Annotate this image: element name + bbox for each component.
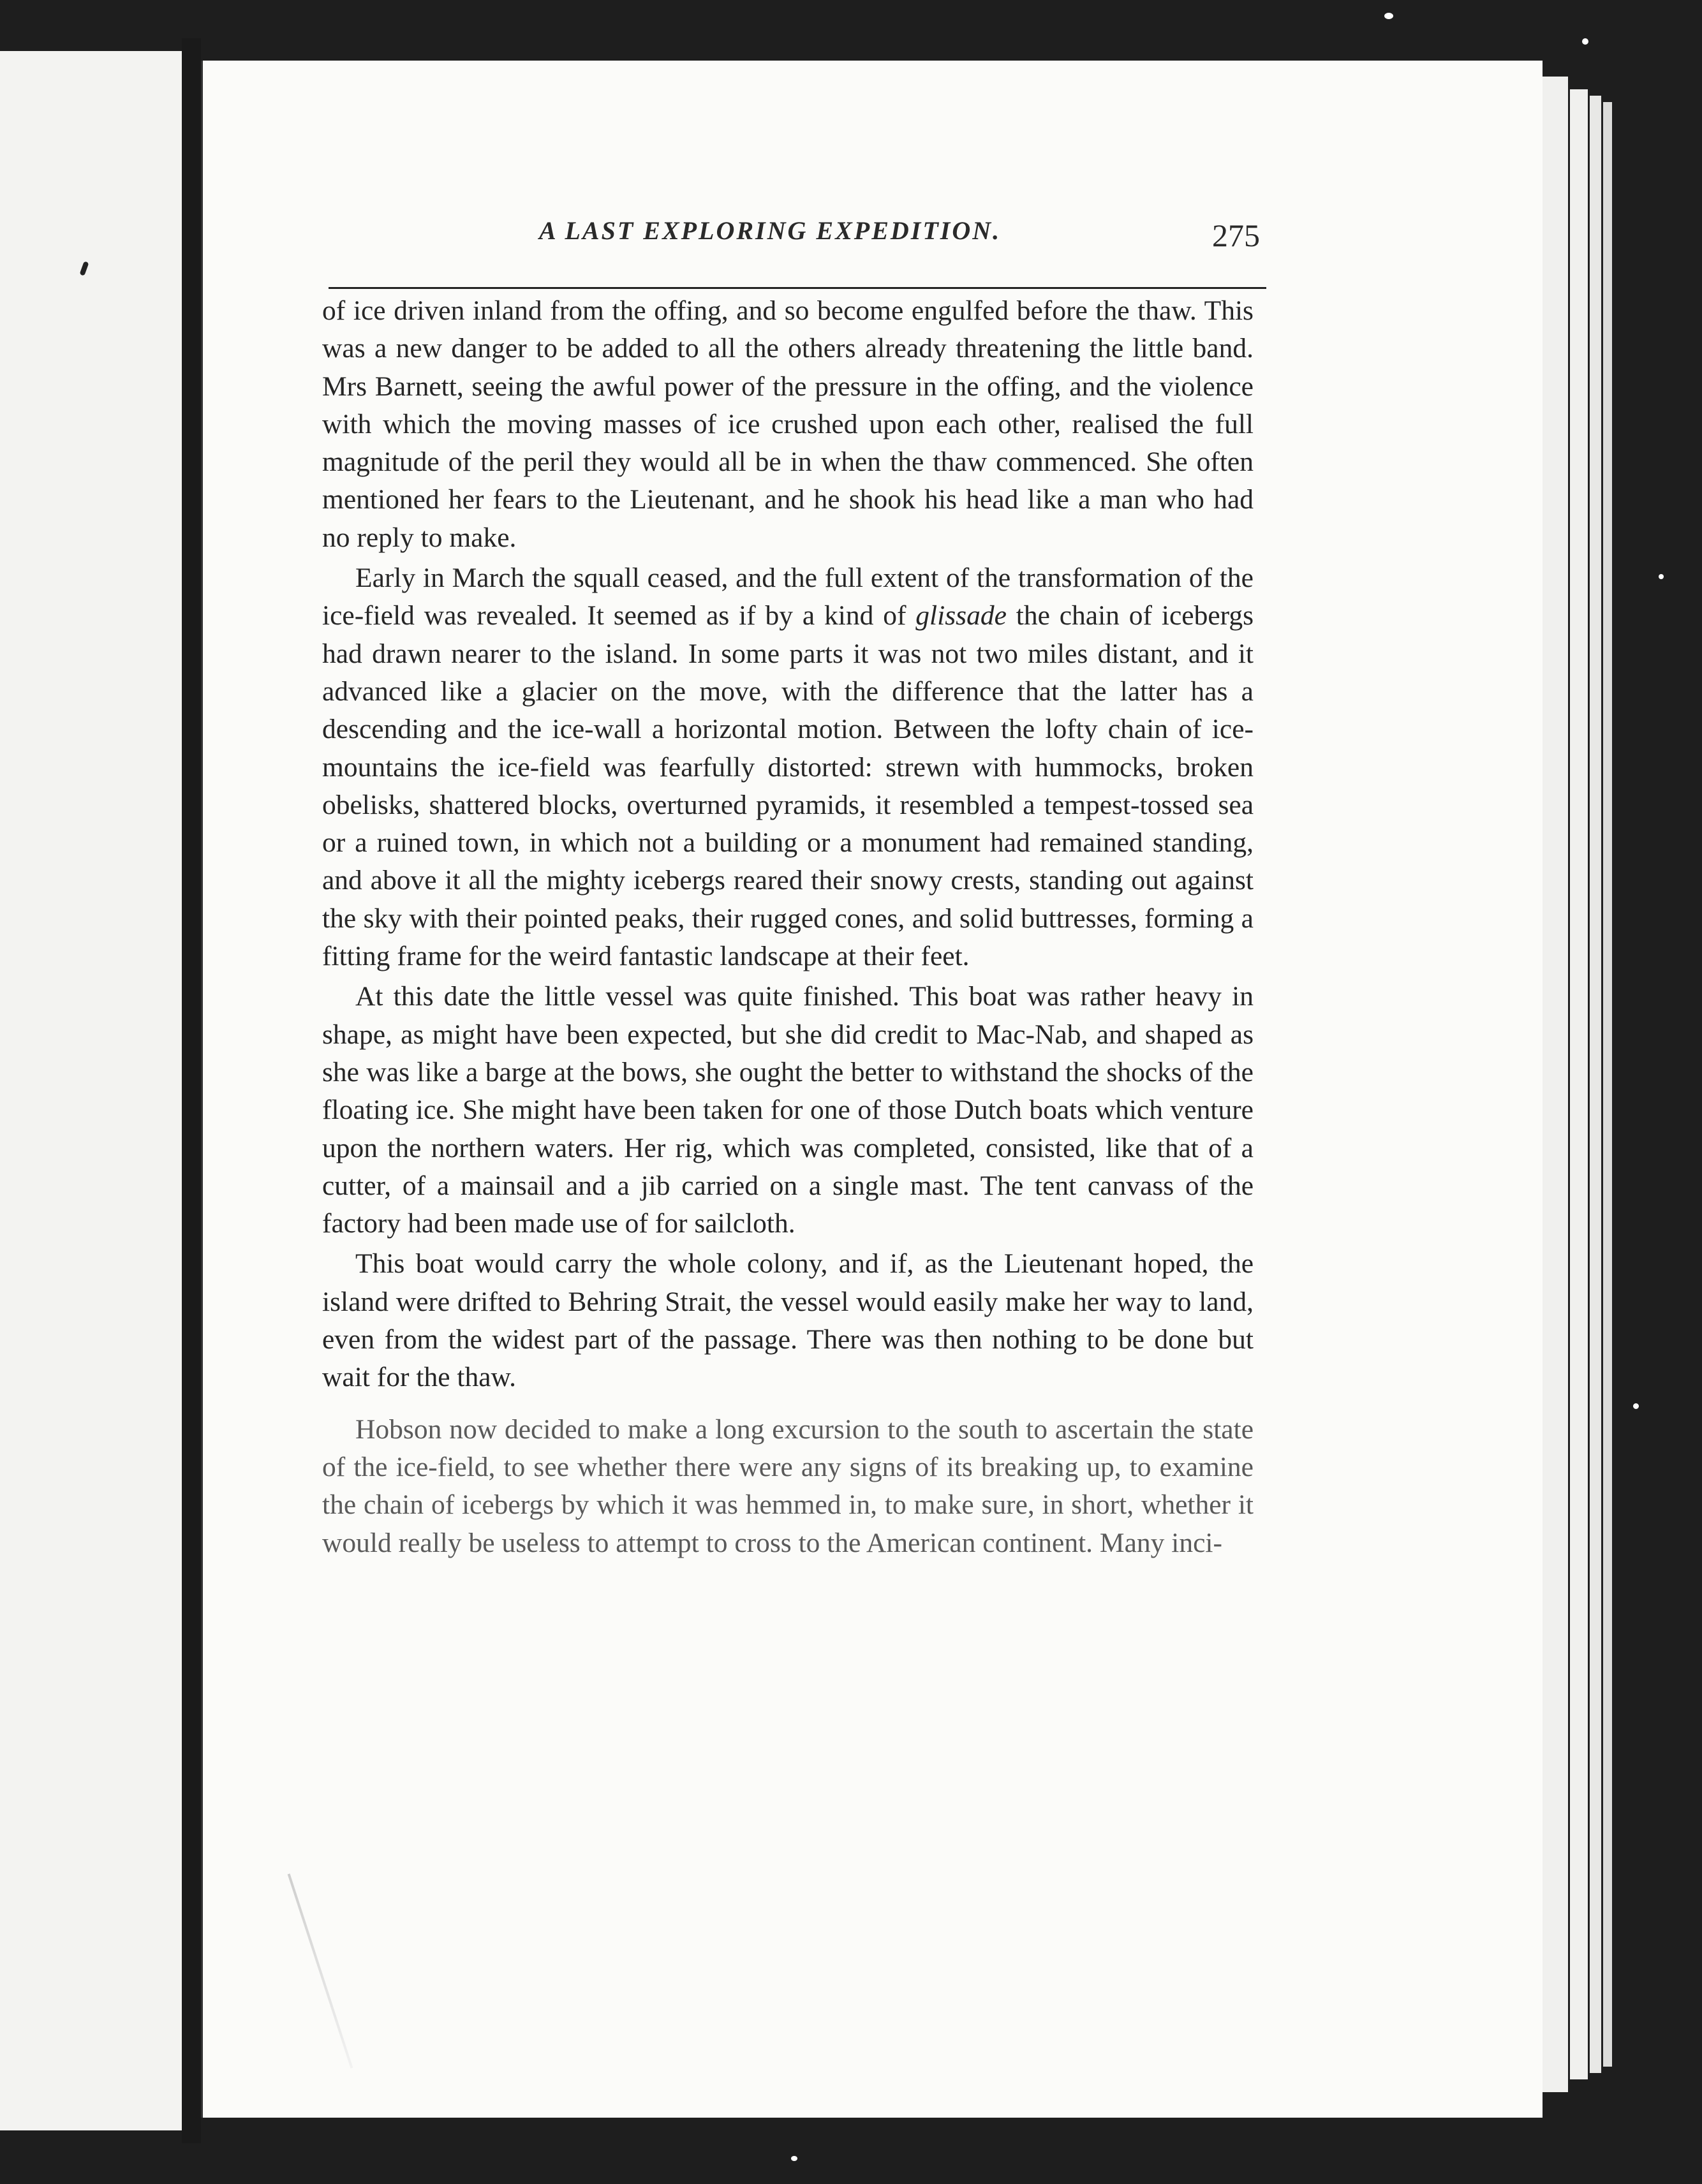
paragraph-text: the chain of icebergs had drawn nearer to the island. In some parts it was not two miles distant, and it advanced like a glacier on the move, with the difference that the latter has a descending and the ice-wall a horizontal motion. Between the lofty chain of ice-mountains the ice-field was fearfully distorted: strewn with hummocks, broken obelisks, shattered blocks, overturned pyramids, it resembled a tempest-tossed sea or a ruined town, in which not a building or a monument had remained standing, and above it all the mighty icebergs reared their snowy crests, standing out against the sky with their pointed peaks, their rugged cones, and solid buttresses, forming a fitting frame for the weird fantastic landscape at their feet.	[322, 600, 1254, 972]
ink-mark	[79, 261, 89, 276]
paragraph: of ice driven inland from the offing, and so become engulfed before the thaw. This was a new danger to be added to all the others already threatening the little band. Mrs Barnett, seeing the awful power of the pressure in the offing, and the violence with which the moving masses of ice crushed upon each other, realised the full magnitude of the peril they would all be in when the thaw commenced. She often mentioned her fears to the Lieutenant, and he shook his head like a man who had no reply to make.	[322, 295, 1254, 553]
page-edge	[1588, 96, 1601, 2073]
body-text	[322, 292, 1254, 1562]
page-number: 275	[1212, 218, 1260, 253]
running-head	[329, 204, 1266, 289]
paragraph	[322, 559, 1254, 975]
italic-term: glissade	[915, 600, 1007, 631]
paragraph: This boat would carry the whole colony, and if, as the Lieutenant hoped, the island were drifted to Behring Strait, the vessel would easily make her way to land, even from the widest part of the passage. There was then nothing to be done but wait for the thaw.	[322, 1248, 1254, 1393]
page-edge	[1601, 102, 1612, 2067]
page-edge	[1541, 77, 1568, 2092]
dust-speck	[1659, 574, 1664, 579]
dust-speck	[1582, 38, 1588, 45]
dust-speck	[791, 2156, 797, 2161]
dust-speck	[1633, 1403, 1639, 1409]
paragraph: Hobson now decided to make a long excursion to the south to ascertain the state of the ice-field, to see whether there were any signs of its breaking up, to examine the chain of icebergs by which it was hemmed in, to make sure, in short, whether it would really be useless to attempt to cross to the American continent. Many inci-	[322, 1413, 1254, 1558]
dust-speck	[1384, 13, 1393, 19]
book-gutter	[182, 38, 201, 2143]
page-edge	[1568, 89, 1588, 2079]
paragraph-text: Early in March the squall ceased, and the full extent of the transformation of the ice-field was revealed. It seemed as if by a kind of	[322, 563, 1254, 631]
paragraph: At this date the little vessel was quite finished. This boat was rather heavy in shape, as might have been expected, but she did credit to Mac-Nab, and shaped as she was like a barge at the bows, she ought the better to withstand the shocks of the floating ice. She might have been taken for one of those Dutch boats which venture upon the northern waters. Her rig, which was completed, consisted, like that of a cutter, of a mainsail and a jib carried on a single mast. The tent canvass of the factory had been made use of for sailcloth.	[322, 981, 1254, 1239]
left-page-edge	[0, 51, 186, 2130]
running-head-title: A LAST EXPLORING EXPEDITION.	[539, 216, 1002, 245]
